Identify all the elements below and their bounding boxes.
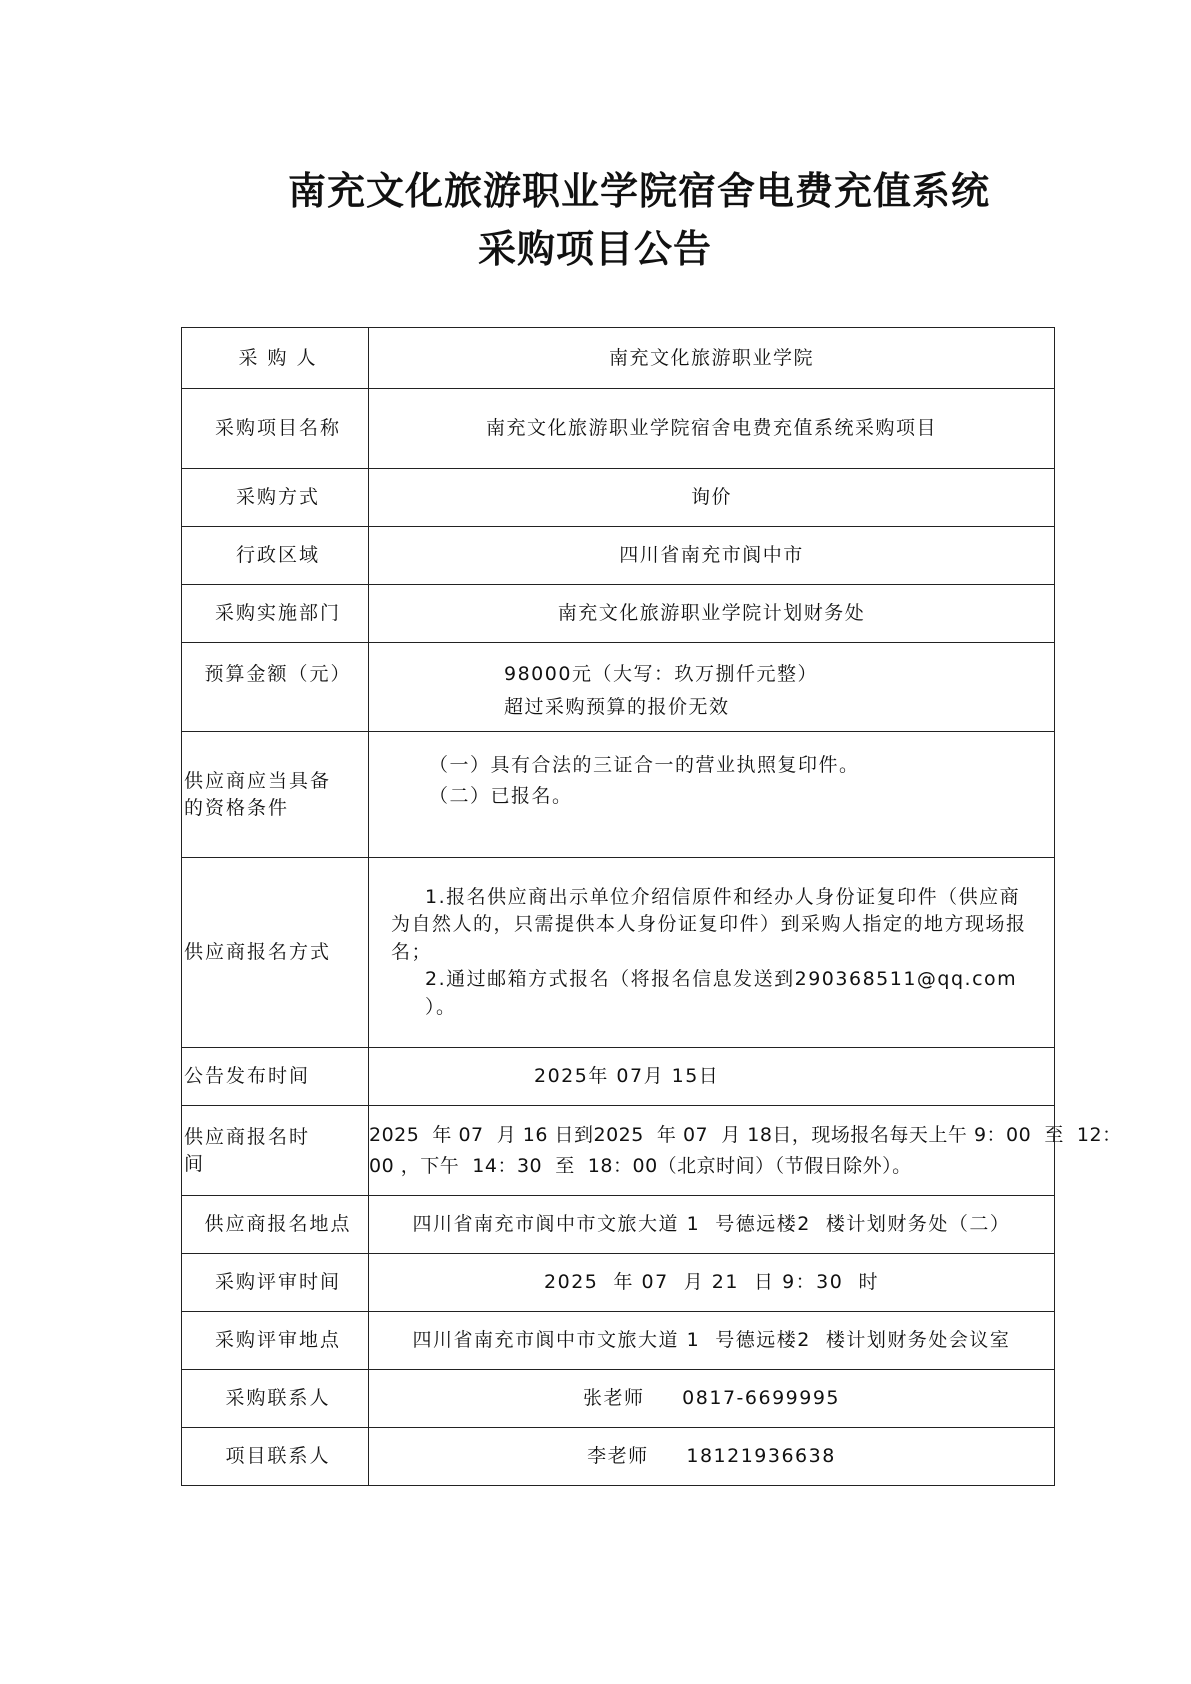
value-department: 南充文化旅游职业学院计划财务处	[369, 585, 1055, 643]
table-row-signup-method	[182, 858, 1055, 1048]
table-row-region	[182, 527, 1055, 585]
signup-time-label-line2: 间	[184, 1152, 206, 1175]
label-project-contact: 项目联系人	[182, 1428, 369, 1486]
signup-method-item-2: 2.通过邮箱方式报名（将报名信息发送到290368511@qq.com ）。	[425, 968, 1018, 1018]
signup-time-line2: 00 ，下午 14：30 至 18：00（北京时间）（节假日除外）。	[369, 1154, 912, 1177]
value-signup-time	[369, 1106, 1122, 1196]
value-review-time: 2025 年 07 月 21 日 9：30 时	[369, 1254, 1055, 1312]
table-row-project-contact	[182, 1428, 1055, 1486]
label-purchase-contact: 采购联系人	[182, 1370, 369, 1428]
table-row-department	[182, 585, 1055, 643]
table-row-project-name	[182, 389, 1055, 469]
value-method: 询价	[369, 469, 1055, 527]
table-row-review-time	[182, 1254, 1055, 1312]
table-row-review-place	[182, 1312, 1055, 1370]
document-title-line2: 采购项目公告	[478, 227, 713, 271]
table-row-qualification	[182, 732, 1055, 858]
signup-method-item-1: 1.报名供应商出示单位介绍信原件和经办人身份证复印件（供应商为自然人的，只需提供本人身份证复印件）到采购人指定的地方现场报名；	[391, 885, 1027, 963]
label-project-name: 采购项目名称	[182, 389, 369, 469]
value-purchaser: 南充文化旅游职业学院	[369, 328, 1055, 389]
label-department: 采购实施部门	[182, 585, 369, 643]
label-signup-place: 供应商报名地点	[182, 1196, 369, 1254]
table-row-signup-time	[182, 1106, 1055, 1196]
label-signup-method: 供应商报名方式	[182, 858, 369, 1048]
signup-time-line1: 2025 年 07 月 16 日到2025 年 07 月 18日，现场报名每天上午 9：00 至 12：	[369, 1123, 1122, 1146]
budget-amount: 98000元（大写：玖万捌仟元整）	[504, 663, 818, 685]
label-budget: 预算金额（元）	[182, 643, 369, 732]
value-publish-time	[369, 1048, 1055, 1106]
table-row-method	[182, 469, 1055, 527]
table-row-purchaser	[182, 328, 1055, 389]
procurement-info-table	[181, 327, 1122, 1486]
label-review-time: 采购评审时间	[182, 1254, 369, 1312]
budget-note: 超过采购预算的报价无效	[504, 695, 730, 718]
value-project-contact: 李老师 18121936638	[369, 1428, 1055, 1486]
table-row-purchase-contact	[182, 1370, 1055, 1428]
publish-date: 2025年 07月 15日	[534, 1065, 720, 1088]
label-region: 行政区域	[182, 527, 369, 585]
value-budget	[369, 643, 1055, 732]
table-row-signup-place	[182, 1196, 1055, 1254]
qualification-label-line2: 的资格条件	[184, 796, 290, 819]
label-purchaser: 采 购 人	[182, 328, 369, 389]
value-review-place: 四川省南充市阆中市文旅大道 1 号德远楼2 楼计划财务处会议室	[369, 1312, 1055, 1370]
qualification-label-line1: 供应商应当具备	[184, 769, 332, 792]
qualification-item-1: （一）具有合法的三证合一的营业执照复印件。	[429, 754, 860, 776]
qualification-item-2: （二）已报名。	[429, 784, 573, 807]
value-qualification	[369, 732, 1055, 858]
value-signup-place: 四川省南充市阆中市文旅大道 1 号德远楼2 楼计划财务处（二）	[369, 1196, 1055, 1254]
table-row-publish-time	[182, 1048, 1055, 1106]
value-signup-method	[369, 858, 1055, 1048]
value-region: 四川省南充市阆中市	[369, 527, 1055, 585]
label-publish-time: 公告发布时间	[182, 1048, 369, 1106]
label-qualification	[182, 732, 369, 858]
label-signup-time	[182, 1106, 369, 1196]
label-review-place: 采购评审地点	[182, 1312, 369, 1370]
document-title-line1: 南充文化旅游职业学院宿舍电费充值系统	[288, 169, 991, 213]
table-row-budget	[182, 643, 1055, 732]
label-method: 采购方式	[182, 469, 369, 527]
value-purchase-contact: 张老师 0817-6699995	[369, 1370, 1055, 1428]
signup-time-label-line1: 供应商报名时	[184, 1125, 311, 1148]
value-project-name: 南充文化旅游职业学院宿舍电费充值系统采购项目	[369, 389, 1055, 469]
